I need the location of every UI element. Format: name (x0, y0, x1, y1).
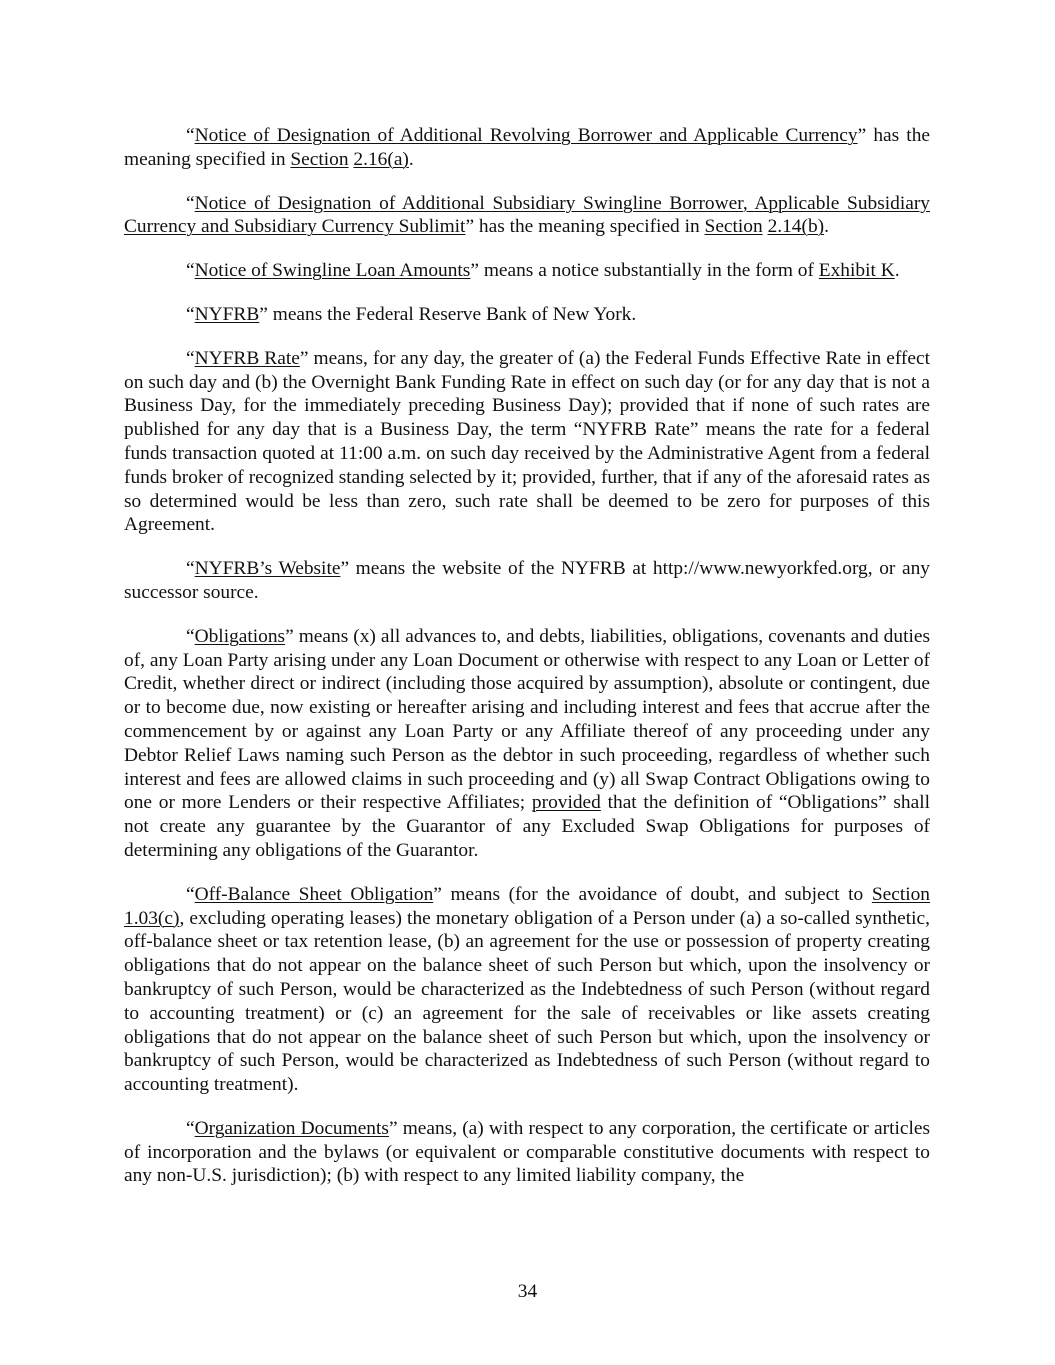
definition-paragraph (124, 124, 930, 172)
page-number: 34 (517, 1281, 538, 1302)
definition-paragraph (124, 1117, 930, 1188)
defined-term-link: Organization Documents (194, 1117, 389, 1139)
defined-term-link: NYFRB Rate (194, 347, 300, 369)
defined-term-link: Notice of Designation of Additional Revolving Borrower and Applicable Currency (194, 125, 858, 146)
definition-text: ” means the Federal Reserve Bank of New York. (259, 303, 637, 325)
definition-paragraph (124, 259, 930, 283)
definition-text: “ (186, 558, 195, 580)
definition-text: that the definition of “Obligations” shall not create any guarantee by the Guarantor of any Excluded Swap Obligations for purposes of determining any obligations of the Guarantor. (124, 792, 930, 861)
defined-term-link: 2.16(a) (353, 148, 409, 170)
definition-text: . (408, 148, 414, 170)
definition-text: , excluding operating leases) the monetary obligation of a Person under (a) a so-called synthetic, off-balance sheet or tax retention lease, (b) an agreement for the use or possession of property creating obligations that do not appear on the balance sheet of such Person but which, upon the insolvency or bankruptcy of such Person, would be characterized as the Indebtedness of such Person (without regard to accounting treatment) or (c) an agreement for the sale of receivables or like assets creating obligations that do not appear on the balance sheet of such Person but which, upon the insolvency or bankruptcy of such Person, would be characterized as Indebtedness of such Person (without regard to accounting treatment). (124, 907, 930, 1096)
definition-text: ” means a notice substantially in the form of (470, 260, 819, 282)
defined-term-link: Notice of Designation of Additional Subsidiary Swingline Borrower, Applicable Subsidiary Currency and Subsidiary Currency Sublimit (124, 192, 930, 238)
defined-term-link: NYFRB (194, 303, 260, 325)
definition-text: “ (186, 303, 195, 325)
definition-text: ” means, (a) with respect to any corporation, the certificate or articles of incorporation and the bylaws (or equivalent or comparable constitutive documents with respect to any non-U.S. jurisdiction); (b) with respect to any limited liability company, the (124, 1117, 930, 1187)
defined-term-link: Notice of Swingline Loan Amounts (194, 260, 471, 282)
definition-text: ” means, for any day, the greater of (a) the Federal Funds Effective Rate in effect on such day and (b) the Overnight Bank Funding Rate in effect on such day (or for any day that is not a Business Day, for the immediately preceding Business Day); provided that if none of such rates are published for any day that is a Business Day, the term “NYFRB Rate” means the rate for a federal funds transaction quoted at 11:00 a.m. on such day received by the Administrative Agent from a federal funds broker of recognized standing selected by it; provided, further, that if any of the aforesaid rates as so determined would be less than zero, such rate shall be deemed to be zero for purposes of this Agreement. (124, 347, 930, 536)
definition-text: ” has the meaning specified in (124, 125, 930, 170)
definition-text: “ (186, 125, 195, 146)
document-page (124, 124, 930, 1208)
defined-term-link: Obligations (194, 625, 286, 647)
definition-text: ” means (x) all advances to, and debts, liabilities, obligations, covenants and duties of, any Loan Party arising under any Loan Document or otherwise with respect to any Loan or Letter of Credit, whether direct or indirect (including those acquired by assumption), absolute or contingent, due or to become due, now existing or hereafter arising and including interest and fees that accrue after the commencement by or against any Loan Party or any Affiliate thereof of any proceeding under any Debtor Relief Laws naming such Person as the debtor in such proceeding, regardless of whether such interest and fees are allowed claims in such proceeding and (y) all Swap Contract Obligations owing to one or more Lenders or their respective Affiliates; (124, 625, 930, 814)
definition-paragraph (124, 883, 930, 1097)
defined-term-link: Section (290, 148, 349, 170)
definition-text: “ (186, 883, 195, 905)
defined-term-link: Off-Balance Sheet Obligation (194, 883, 434, 905)
defined-term-link: provided (531, 792, 601, 814)
definition-text: ” means (for the avoidance of doubt, and subject to (433, 883, 872, 905)
definition-text: . (824, 216, 829, 238)
defined-term-link: Section 1.03(c) (124, 883, 930, 929)
definition-paragraph (124, 557, 930, 605)
definition-text: “ (186, 347, 195, 369)
definition-text: ” has the meaning specified in (465, 216, 705, 238)
definition-paragraph (124, 303, 930, 327)
definition-text: . (894, 260, 900, 282)
definition-text: ” means the website of the NYFRB at http://www.newyorkfed.org, or any successor source. (124, 558, 930, 603)
definition-paragraph (124, 192, 930, 240)
definition-text: “ (186, 1117, 195, 1139)
definition-paragraph (124, 625, 930, 863)
defined-term-link: 2.14(b) (767, 216, 825, 238)
defined-term-link: Exhibit K (818, 260, 895, 282)
definition-text: “ (186, 625, 195, 647)
definition-text: “ (186, 260, 195, 282)
definition-text: “ (186, 192, 195, 214)
definition-paragraph (124, 347, 930, 537)
defined-term-link: Section (704, 216, 763, 238)
defined-term-link: NYFRB’s Website (194, 558, 341, 580)
